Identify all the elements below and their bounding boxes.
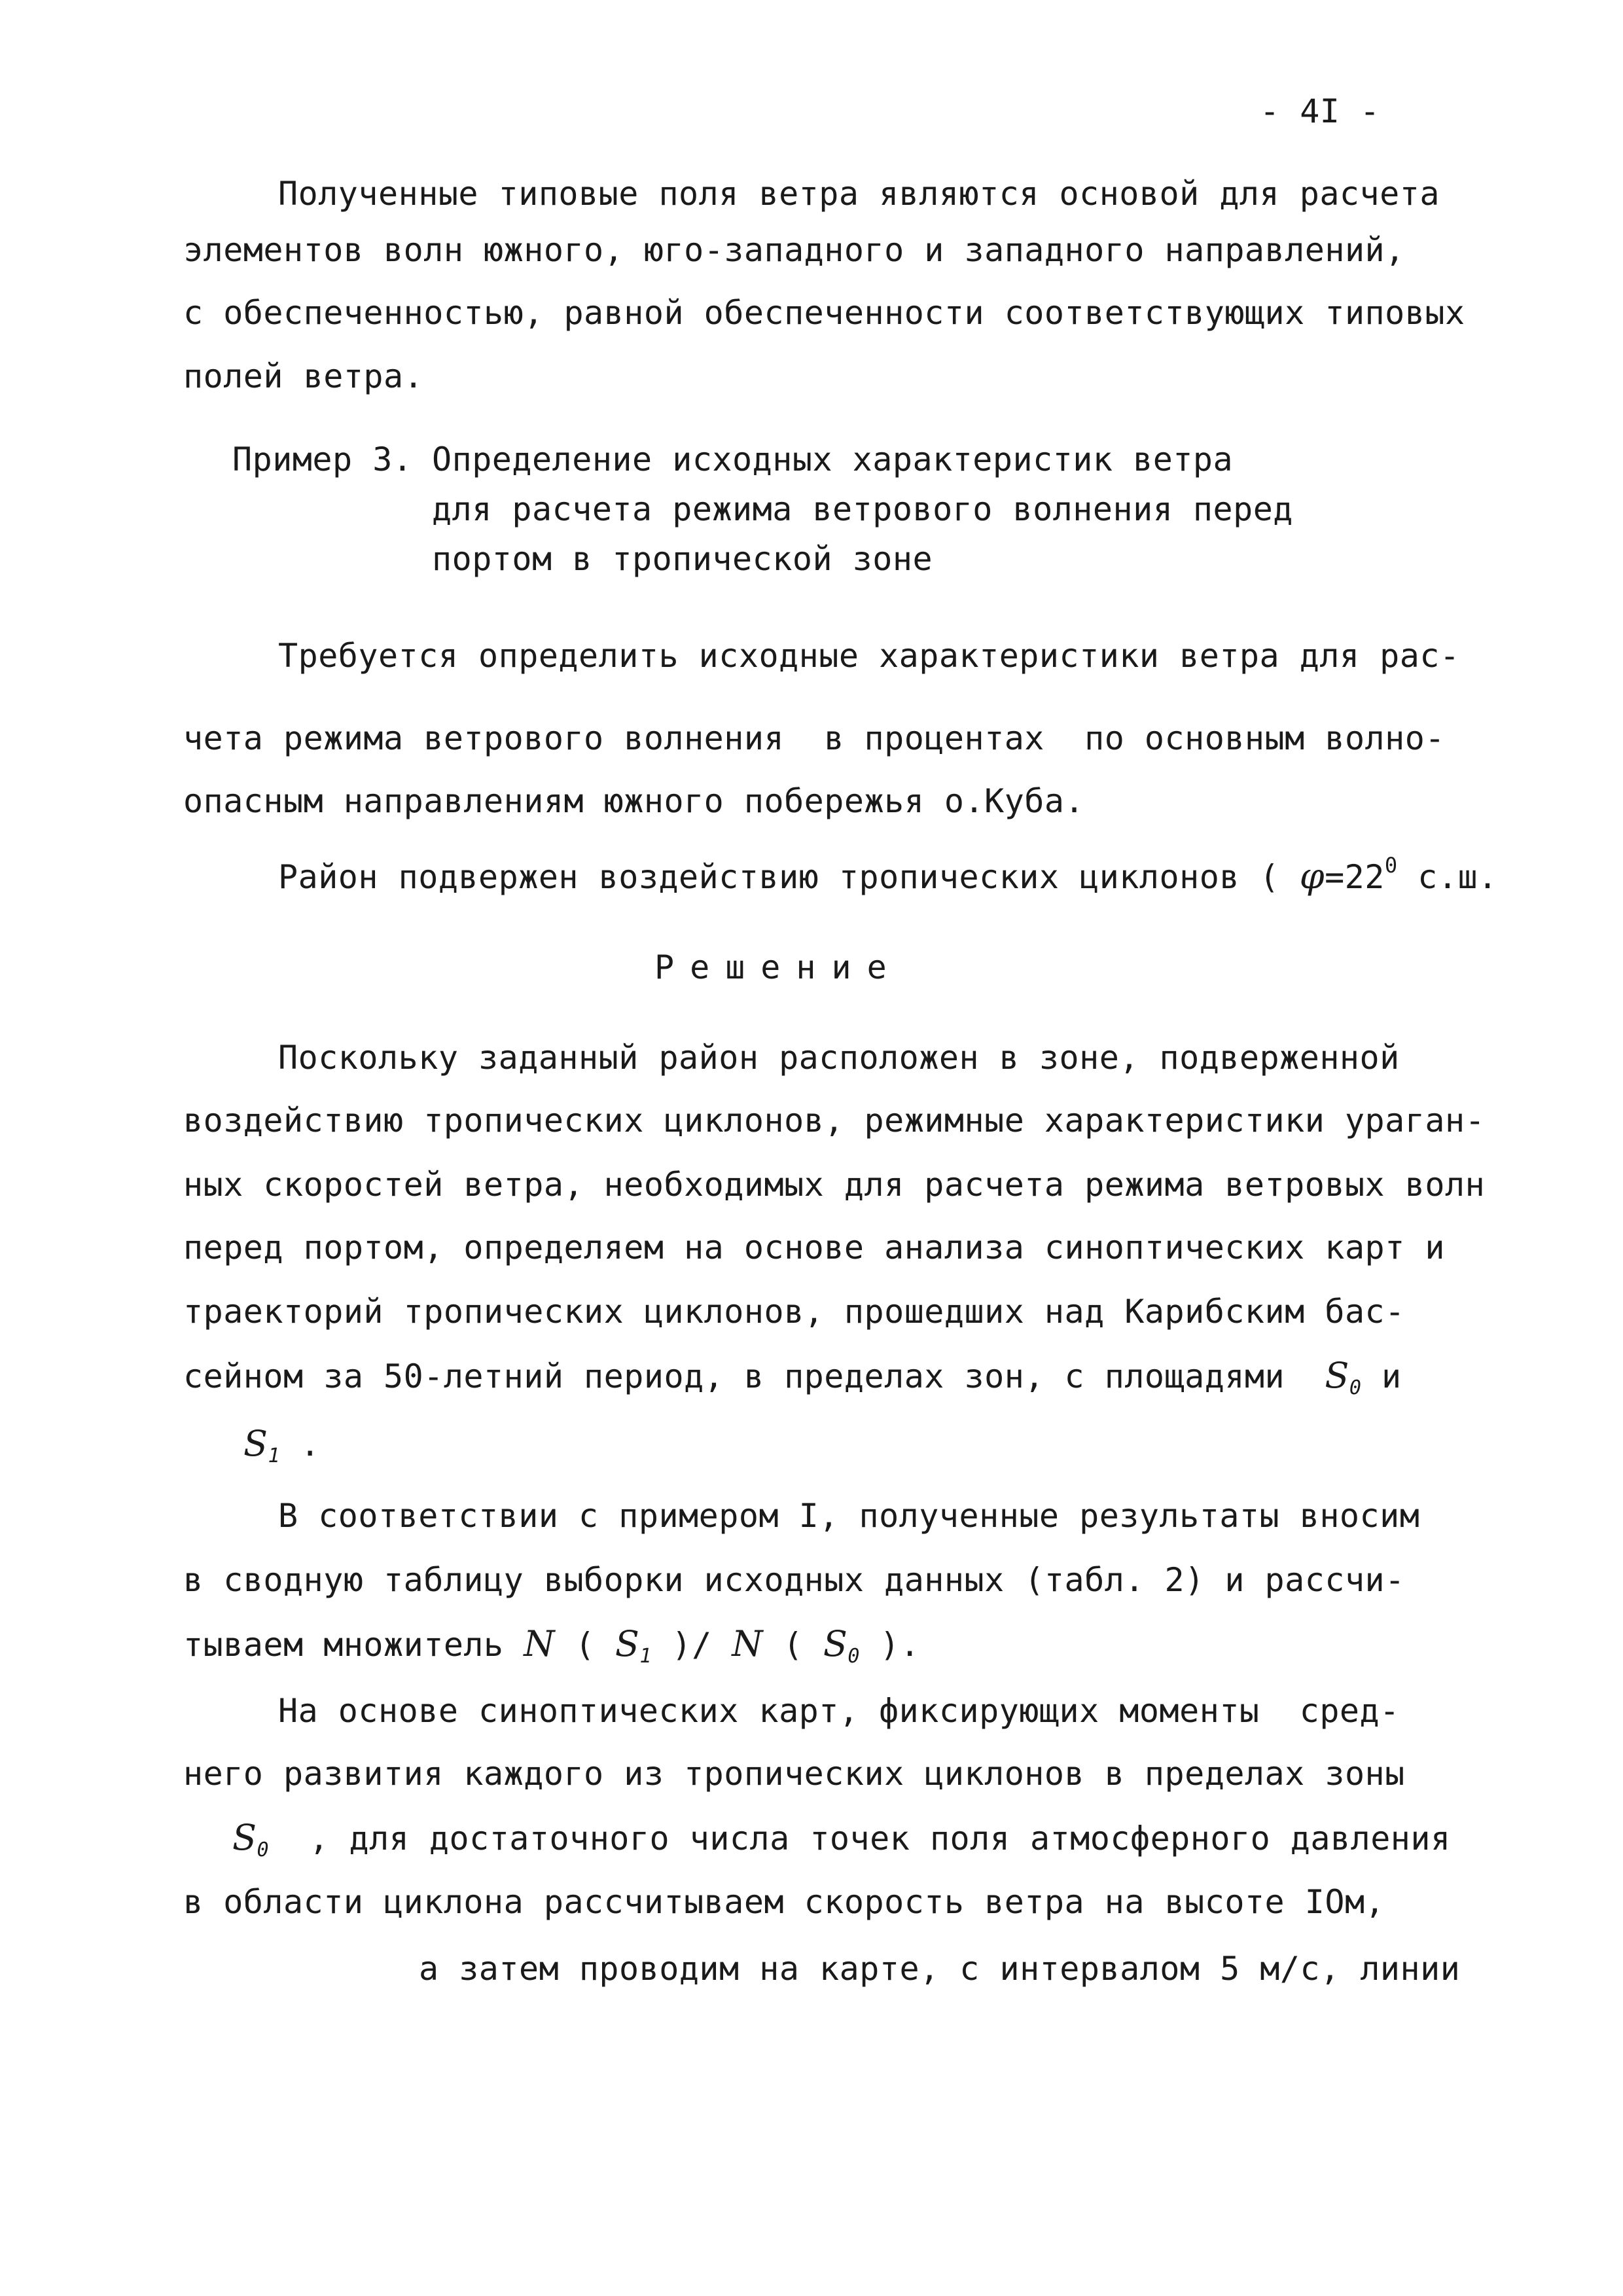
- text-line: [243, 1424, 320, 1476]
- text-segment: , для достаточного числа точек поля атмосферного давления: [269, 1820, 1451, 1857]
- page-number: - 4I -: [1260, 92, 1380, 130]
- text-line: в сводную таблицу выборки исходных данных (табл. 2) и рассчи-: [183, 1561, 1405, 1599]
- text-line: перед портом, определяем на основе анализа синоптических карт и: [183, 1229, 1445, 1266]
- phi-symbol: φ: [1299, 855, 1325, 897]
- s-subscript: 0: [847, 1645, 860, 1668]
- example-label: Пример 3.: [232, 440, 413, 478]
- example-title-line: для расчета режима ветрового волнения перед: [432, 490, 1293, 528]
- s-symbol: S: [1325, 1355, 1349, 1396]
- text-segment: и: [1361, 1357, 1402, 1395]
- example-title-line: Определение исходных характеристик ветра: [432, 440, 1234, 478]
- text-line: [183, 1356, 1402, 1408]
- text-line: [232, 1818, 1451, 1870]
- text-line: Требуется определить исходные характеристики ветра для рас-: [278, 637, 1460, 675]
- text-line: а затем проводим на карте, с интервалом 5 м/с, линии: [419, 1950, 1461, 1988]
- s-subscript: 0: [1349, 1376, 1362, 1399]
- text-line: воздействию тропических циклонов, режимные характеристики ураган-: [183, 1102, 1486, 1139]
- s-symbol: S: [823, 1623, 848, 1664]
- text-segment: )/: [651, 1626, 732, 1664]
- text-line: в области циклона рассчитываем скорость ветра на высоте IOм,: [183, 1883, 1385, 1921]
- n-symbol: N: [524, 1623, 555, 1664]
- text-line: элементов волн южного, юго-западного и западного направлений,: [183, 231, 1405, 269]
- s-symbol: S: [232, 1817, 257, 1858]
- text-line: [183, 1624, 920, 1676]
- text-line: В соответствии с примером I, полученные результаты вносим: [278, 1497, 1420, 1535]
- text-line: с обеспеченностью, равной обеспеченности соответствующих типовых: [183, 294, 1465, 332]
- section-heading: Решение: [654, 948, 902, 986]
- text-segment: .: [280, 1426, 321, 1463]
- latitude-value: =22: [1325, 858, 1385, 896]
- text-segment: (: [555, 1626, 615, 1664]
- text-line: Поскольку заданный район расположен в зоне, подверженной: [278, 1039, 1400, 1077]
- degree-superscript: 0: [1384, 853, 1398, 878]
- text-segment: с.ш.: [1397, 858, 1498, 896]
- text-segment: сейном за 50-летний период, в пределах зон, с площадями: [183, 1357, 1305, 1395]
- text-line: ных скоростей ветра, необходимых для расчета режима ветровых волн: [183, 1166, 1486, 1204]
- text-segment: тываем множитель: [183, 1626, 524, 1664]
- text-line: На основе синоптических карт, фиксирующих моменты сред-: [278, 1692, 1400, 1730]
- text-line: опасным направлениям южного побережья о.Куба.: [183, 782, 1085, 820]
- text-line: чета режима ветрового волнения в процентах по основным волно-: [183, 719, 1445, 757]
- text-line: Полученные типовые поля ветра являются основой для расчета: [278, 175, 1440, 213]
- text-segment: ).: [859, 1626, 920, 1664]
- example-title-line: портом в тропической зоне: [432, 540, 933, 578]
- text-segment: (: [763, 1626, 823, 1664]
- text-segment: Район подвержен воздействию тропических циклонов (: [278, 858, 1280, 896]
- s-symbol: S: [243, 1423, 268, 1464]
- n-symbol: N: [732, 1623, 764, 1664]
- s-subscript: 0: [257, 1839, 270, 1861]
- text-line: него развития каждого из тропических циклонов в пределах зоны: [183, 1755, 1405, 1793]
- text-line: траекторий тропических циклонов, прошедших над Карибским бас-: [183, 1293, 1405, 1331]
- s-subscript: 1: [639, 1645, 652, 1668]
- paragraph-3: [278, 846, 1498, 897]
- s-symbol: S: [615, 1623, 640, 1664]
- s-subscript: 1: [268, 1444, 281, 1467]
- text-line: полей ветра.: [183, 357, 424, 395]
